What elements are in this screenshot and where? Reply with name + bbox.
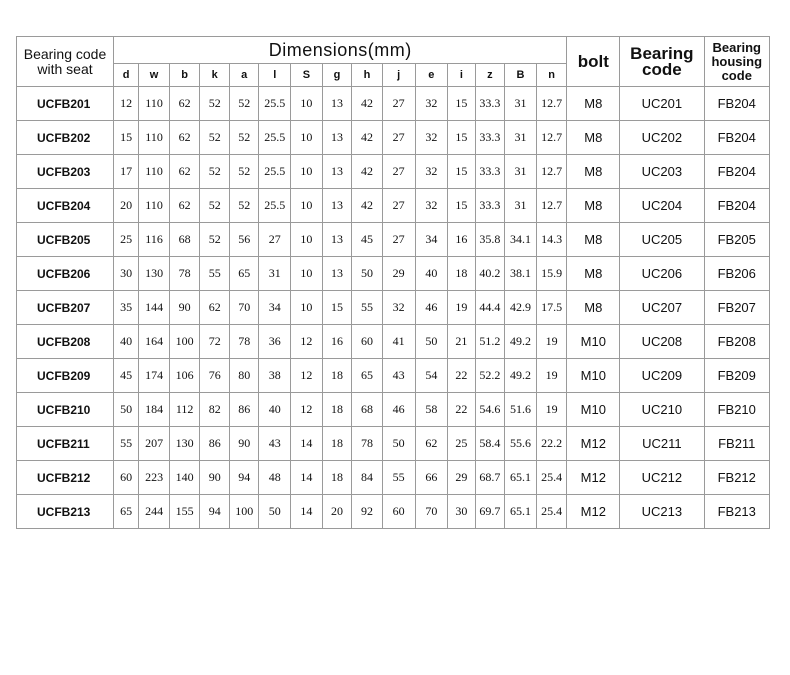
table-row — [17, 121, 770, 155]
dimension-cell: 62 — [169, 189, 200, 223]
bearing-code-with-seat-cell: UCFB206 — [17, 257, 114, 291]
dimension-cell: 15 — [448, 87, 475, 121]
dimension-cell: 58 — [415, 393, 448, 427]
dimension-column-header: e — [415, 64, 448, 87]
dimension-cell: 15 — [448, 155, 475, 189]
dimension-cell: 90 — [169, 291, 200, 325]
housing-code-cell: FB211 — [704, 427, 770, 461]
dimension-cell: 27 — [382, 155, 415, 189]
bearing-code-cell: UC209 — [620, 359, 704, 393]
dimension-column-header: g — [322, 64, 352, 87]
table-row — [17, 257, 770, 291]
dimension-cell: 25 — [448, 427, 475, 461]
dimension-cell: 22 — [448, 393, 475, 427]
dimension-cell: 12.7 — [536, 189, 567, 223]
table-row — [17, 291, 770, 325]
dimension-cell: 12.7 — [536, 155, 567, 189]
dimension-cell: 12 — [114, 87, 139, 121]
dimension-cell: 32 — [415, 189, 448, 223]
bolt-cell: M12 — [567, 427, 620, 461]
dimension-cell: 12 — [291, 359, 323, 393]
dimension-cell: 20 — [114, 189, 139, 223]
bolt-cell: M10 — [567, 359, 620, 393]
housing-code-cell: FB204 — [704, 87, 770, 121]
dimension-cell: 14 — [291, 427, 323, 461]
housing-code-cell: FB204 — [704, 121, 770, 155]
dimension-cell: 43 — [259, 427, 291, 461]
dimension-cell: 42 — [352, 121, 383, 155]
housing-code-cell: FB205 — [704, 223, 770, 257]
dimension-cell: 45 — [114, 359, 139, 393]
dimension-cell: 78 — [169, 257, 200, 291]
dimension-cell: 55 — [382, 461, 415, 495]
dimension-column-header: d — [114, 64, 139, 87]
dimension-cell: 40 — [415, 257, 448, 291]
dimension-cell: 27 — [382, 87, 415, 121]
dimension-cell: 34 — [259, 291, 291, 325]
table-row — [17, 359, 770, 393]
dimension-cell: 20 — [322, 495, 352, 529]
dimension-cell: 41 — [382, 325, 415, 359]
bolt-cell: M8 — [567, 257, 620, 291]
dimension-cell: 50 — [352, 257, 383, 291]
dimension-cell: 110 — [139, 155, 170, 189]
dimension-cell: 32 — [415, 121, 448, 155]
housing-code-cell: FB206 — [704, 257, 770, 291]
dimension-cell: 30 — [448, 495, 475, 529]
dimension-column-header: h — [352, 64, 383, 87]
bolt-cell: M8 — [567, 155, 620, 189]
dimension-cell: 34 — [415, 223, 448, 257]
bearing-code-cell: UC201 — [620, 87, 704, 121]
bearing-code-with-seat-cell: UCFB203 — [17, 155, 114, 189]
dimension-cell: 10 — [291, 189, 323, 223]
dimension-cell: 66 — [415, 461, 448, 495]
dimension-column-header: n — [536, 64, 567, 87]
dimension-cell: 25 — [114, 223, 139, 257]
dimension-cell: 44.4 — [475, 291, 505, 325]
bearing-code-with-seat-cell: UCFB210 — [17, 393, 114, 427]
bolt-cell: M8 — [567, 291, 620, 325]
dimension-cell: 68 — [169, 223, 200, 257]
dimension-cell: 15 — [114, 121, 139, 155]
dimension-cell: 70 — [229, 291, 259, 325]
table-row — [17, 87, 770, 121]
dimension-cell: 90 — [200, 461, 230, 495]
dimension-cell: 19 — [536, 359, 567, 393]
dimension-cell: 38 — [259, 359, 291, 393]
dimension-cell: 19 — [448, 291, 475, 325]
dimension-cell: 18 — [322, 359, 352, 393]
dimension-cell: 17.5 — [536, 291, 567, 325]
bearing-code-cell: UC202 — [620, 121, 704, 155]
dimension-cell: 40.2 — [475, 257, 505, 291]
dimension-cell: 70 — [415, 495, 448, 529]
dimension-cell: 22.2 — [536, 427, 567, 461]
dimension-cell: 78 — [352, 427, 383, 461]
header-bolt: bolt — [567, 37, 620, 87]
bolt-cell: M10 — [567, 325, 620, 359]
bearing-spec-table — [16, 36, 770, 529]
table-row — [17, 223, 770, 257]
bearing-code-with-seat-cell: UCFB209 — [17, 359, 114, 393]
bearing-code-with-seat-cell: UCFB202 — [17, 121, 114, 155]
table-row — [17, 155, 770, 189]
bearing-code-with-seat-cell: UCFB213 — [17, 495, 114, 529]
dimension-cell: 223 — [139, 461, 170, 495]
dimension-cell: 60 — [114, 461, 139, 495]
dimension-cell: 21 — [448, 325, 475, 359]
dimension-cell: 116 — [139, 223, 170, 257]
table-row — [17, 189, 770, 223]
dimension-cell: 106 — [169, 359, 200, 393]
dimension-cell: 62 — [169, 121, 200, 155]
dimension-cell: 31 — [259, 257, 291, 291]
dimension-cell: 16 — [448, 223, 475, 257]
header-bearing-code: Bearing code — [620, 37, 704, 87]
dimension-cell: 62 — [415, 427, 448, 461]
table-row — [17, 325, 770, 359]
dimension-cell: 31 — [505, 121, 537, 155]
dimension-cell: 69.7 — [475, 495, 505, 529]
dimension-cell: 13 — [322, 257, 352, 291]
bearing-code-with-seat-cell: UCFB211 — [17, 427, 114, 461]
bolt-cell: M12 — [567, 495, 620, 529]
dimension-cell: 35.8 — [475, 223, 505, 257]
dimension-cell: 62 — [200, 291, 230, 325]
dimension-cell: 68 — [352, 393, 383, 427]
dimension-cell: 33.3 — [475, 121, 505, 155]
dimension-cell: 13 — [322, 189, 352, 223]
spec-sheet — [16, 36, 770, 529]
bearing-code-cell: UC203 — [620, 155, 704, 189]
dimension-cell: 174 — [139, 359, 170, 393]
table-row — [17, 495, 770, 529]
dimension-cell: 62 — [169, 155, 200, 189]
dimension-cell: 58.4 — [475, 427, 505, 461]
dimension-cell: 27 — [382, 121, 415, 155]
dimension-cell: 36 — [259, 325, 291, 359]
dimension-cell: 31 — [505, 87, 537, 121]
dimension-cell: 16 — [322, 325, 352, 359]
dimension-cell: 22 — [448, 359, 475, 393]
dimension-cell: 13 — [322, 87, 352, 121]
dimension-cell: 32 — [382, 291, 415, 325]
header-dimensions: Dimensions(mm) — [114, 37, 567, 64]
dimension-cell: 18 — [448, 257, 475, 291]
dimension-cell: 32 — [415, 87, 448, 121]
dimension-cell: 31 — [505, 155, 537, 189]
dimension-cell: 14 — [291, 461, 323, 495]
bolt-cell: M8 — [567, 189, 620, 223]
table-row — [17, 461, 770, 495]
dimension-cell: 13 — [322, 121, 352, 155]
dimension-column-header: a — [229, 64, 259, 87]
dimension-cell: 51.2 — [475, 325, 505, 359]
dimension-cell: 130 — [139, 257, 170, 291]
dimension-cell: 65 — [229, 257, 259, 291]
bearing-code-cell: UC206 — [620, 257, 704, 291]
dimension-cell: 49.2 — [505, 359, 537, 393]
dimension-cell: 27 — [382, 189, 415, 223]
dimension-cell: 55.6 — [505, 427, 537, 461]
dimension-cell: 100 — [169, 325, 200, 359]
bearing-code-cell: UC208 — [620, 325, 704, 359]
dimension-cell: 55 — [114, 427, 139, 461]
dimension-cell: 62 — [169, 87, 200, 121]
dimension-cell: 25.5 — [259, 121, 291, 155]
dimension-cell: 33.3 — [475, 87, 505, 121]
dimension-cell: 80 — [229, 359, 259, 393]
housing-code-cell: FB213 — [704, 495, 770, 529]
dimension-cell: 52 — [229, 155, 259, 189]
dimension-cell: 43 — [382, 359, 415, 393]
housing-code-cell: FB204 — [704, 155, 770, 189]
dimension-cell: 10 — [291, 257, 323, 291]
bearing-code-cell: UC210 — [620, 393, 704, 427]
dimension-cell: 72 — [200, 325, 230, 359]
dimension-column-header: l — [259, 64, 291, 87]
dimension-cell: 244 — [139, 495, 170, 529]
dimension-cell: 13 — [322, 223, 352, 257]
dimension-cell: 207 — [139, 427, 170, 461]
dimension-cell: 25.4 — [536, 495, 567, 529]
dimension-cell: 52 — [229, 87, 259, 121]
dimension-cell: 184 — [139, 393, 170, 427]
dimension-cell: 10 — [291, 121, 323, 155]
dimension-cell: 68.7 — [475, 461, 505, 495]
dimension-cell: 94 — [200, 495, 230, 529]
dimension-cell: 54.6 — [475, 393, 505, 427]
dimension-cell: 14 — [291, 495, 323, 529]
dimension-cell: 52 — [229, 121, 259, 155]
dimension-cell: 27 — [259, 223, 291, 257]
bolt-cell: M8 — [567, 223, 620, 257]
dimension-cell: 18 — [322, 461, 352, 495]
dimension-cell: 110 — [139, 189, 170, 223]
dimension-cell: 52 — [229, 189, 259, 223]
dimension-cell: 14.3 — [536, 223, 567, 257]
dimension-cell: 46 — [382, 393, 415, 427]
dimension-cell: 100 — [229, 495, 259, 529]
dimension-cell: 52 — [200, 189, 230, 223]
dimension-cell: 84 — [352, 461, 383, 495]
dimension-cell: 25.5 — [259, 87, 291, 121]
table-row — [17, 393, 770, 427]
dimension-cell: 33.3 — [475, 155, 505, 189]
dimension-cell: 54 — [415, 359, 448, 393]
dimension-cell: 51.6 — [505, 393, 537, 427]
dimension-cell: 25.4 — [536, 461, 567, 495]
dimension-column-header: B — [505, 64, 537, 87]
bearing-code-cell: UC211 — [620, 427, 704, 461]
dimension-cell: 52 — [200, 121, 230, 155]
dimension-cell: 15 — [322, 291, 352, 325]
dimension-cell: 15.9 — [536, 257, 567, 291]
dimension-cell: 42 — [352, 189, 383, 223]
bolt-cell: M10 — [567, 393, 620, 427]
dimension-cell: 65.1 — [505, 461, 537, 495]
bearing-code-with-seat-cell: UCFB208 — [17, 325, 114, 359]
dimension-cell: 140 — [169, 461, 200, 495]
dimension-column-header: z — [475, 64, 505, 87]
dimension-column-header: j — [382, 64, 415, 87]
dimension-cell: 50 — [259, 495, 291, 529]
dimension-cell: 12.7 — [536, 87, 567, 121]
dimension-cell: 25.5 — [259, 155, 291, 189]
dimension-cell: 12 — [291, 325, 323, 359]
dimension-cell: 45 — [352, 223, 383, 257]
dimension-cell: 29 — [448, 461, 475, 495]
dimension-cell: 90 — [229, 427, 259, 461]
dimension-cell: 42 — [352, 155, 383, 189]
dimension-cell: 65.1 — [505, 495, 537, 529]
dimension-cell: 110 — [139, 87, 170, 121]
dimension-cell: 76 — [200, 359, 230, 393]
bearing-code-cell: UC212 — [620, 461, 704, 495]
dimension-cell: 55 — [352, 291, 383, 325]
table-row — [17, 427, 770, 461]
dimension-cell: 10 — [291, 291, 323, 325]
dimension-cell: 29 — [382, 257, 415, 291]
bearing-code-cell: UC213 — [620, 495, 704, 529]
bolt-cell: M8 — [567, 121, 620, 155]
dimension-cell: 42 — [352, 87, 383, 121]
bearing-code-with-seat-cell: UCFB207 — [17, 291, 114, 325]
dimension-cell: 52.2 — [475, 359, 505, 393]
housing-code-cell: FB204 — [704, 189, 770, 223]
housing-code-cell: FB212 — [704, 461, 770, 495]
dimension-cell: 52 — [200, 155, 230, 189]
dimension-cell: 40 — [114, 325, 139, 359]
bearing-code-cell: UC207 — [620, 291, 704, 325]
table-body — [17, 87, 770, 529]
dimension-cell: 86 — [200, 427, 230, 461]
dimension-cell: 10 — [291, 155, 323, 189]
dimension-cell: 10 — [291, 223, 323, 257]
dimension-cell: 15 — [448, 121, 475, 155]
dimension-cell: 18 — [322, 427, 352, 461]
dimension-cell: 19 — [536, 393, 567, 427]
dimension-cell: 49.2 — [505, 325, 537, 359]
dimension-cell: 78 — [229, 325, 259, 359]
dimension-cell: 86 — [229, 393, 259, 427]
housing-code-cell: FB209 — [704, 359, 770, 393]
dimension-cell: 15 — [448, 189, 475, 223]
dimension-cell: 46 — [415, 291, 448, 325]
dimension-cell: 52 — [200, 87, 230, 121]
dimension-cell: 65 — [114, 495, 139, 529]
dimension-cell: 52 — [200, 223, 230, 257]
dimension-cell: 55 — [200, 257, 230, 291]
dimension-cell: 112 — [169, 393, 200, 427]
dimension-cell: 155 — [169, 495, 200, 529]
header-bearing-housing-code: Bearing housing code — [704, 37, 770, 87]
dimension-cell: 12.7 — [536, 121, 567, 155]
dimension-column-header: w — [139, 64, 170, 87]
dimension-cell: 30 — [114, 257, 139, 291]
bearing-code-with-seat-cell: UCFB212 — [17, 461, 114, 495]
dimension-cell: 10 — [291, 87, 323, 121]
dimension-cell: 110 — [139, 121, 170, 155]
dimension-cell: 50 — [415, 325, 448, 359]
dimension-column-header: i — [448, 64, 475, 87]
dimension-cell: 50 — [382, 427, 415, 461]
housing-code-cell: FB210 — [704, 393, 770, 427]
dimension-cell: 164 — [139, 325, 170, 359]
dimension-cell: 32 — [415, 155, 448, 189]
dimension-cell: 34.1 — [505, 223, 537, 257]
dimension-column-header: k — [200, 64, 230, 87]
bearing-code-with-seat-cell: UCFB201 — [17, 87, 114, 121]
dimension-cell: 18 — [322, 393, 352, 427]
dimension-cell: 25.5 — [259, 189, 291, 223]
dimension-column-header: S — [291, 64, 323, 87]
dimension-cell: 50 — [114, 393, 139, 427]
dimension-cell: 40 — [259, 393, 291, 427]
bolt-cell: M12 — [567, 461, 620, 495]
dimension-cell: 13 — [322, 155, 352, 189]
bearing-code-cell: UC204 — [620, 189, 704, 223]
dimension-cell: 92 — [352, 495, 383, 529]
housing-code-cell: FB208 — [704, 325, 770, 359]
bearing-code-with-seat-cell: UCFB205 — [17, 223, 114, 257]
bearing-code-with-seat-cell: UCFB204 — [17, 189, 114, 223]
dimension-column-header: b — [169, 64, 200, 87]
dimension-cell: 82 — [200, 393, 230, 427]
dimension-cell: 35 — [114, 291, 139, 325]
bolt-cell: M8 — [567, 87, 620, 121]
housing-code-cell: FB207 — [704, 291, 770, 325]
dimension-cell: 12 — [291, 393, 323, 427]
header-bearing-code-with-seat: Bearing code with seat — [17, 37, 114, 87]
dimension-cell: 42.9 — [505, 291, 537, 325]
dimension-cell: 27 — [382, 223, 415, 257]
dimension-cell: 31 — [505, 189, 537, 223]
dimension-cell: 60 — [352, 325, 383, 359]
dimension-cell: 144 — [139, 291, 170, 325]
dimension-cell: 19 — [536, 325, 567, 359]
dimension-cell: 65 — [352, 359, 383, 393]
dimension-cell: 38.1 — [505, 257, 537, 291]
dimension-cell: 94 — [229, 461, 259, 495]
dimension-cell: 48 — [259, 461, 291, 495]
dimension-cell: 33.3 — [475, 189, 505, 223]
dimension-cell: 60 — [382, 495, 415, 529]
dimension-cell: 56 — [229, 223, 259, 257]
dimension-cell: 17 — [114, 155, 139, 189]
dimension-cell: 130 — [169, 427, 200, 461]
bearing-code-cell: UC205 — [620, 223, 704, 257]
